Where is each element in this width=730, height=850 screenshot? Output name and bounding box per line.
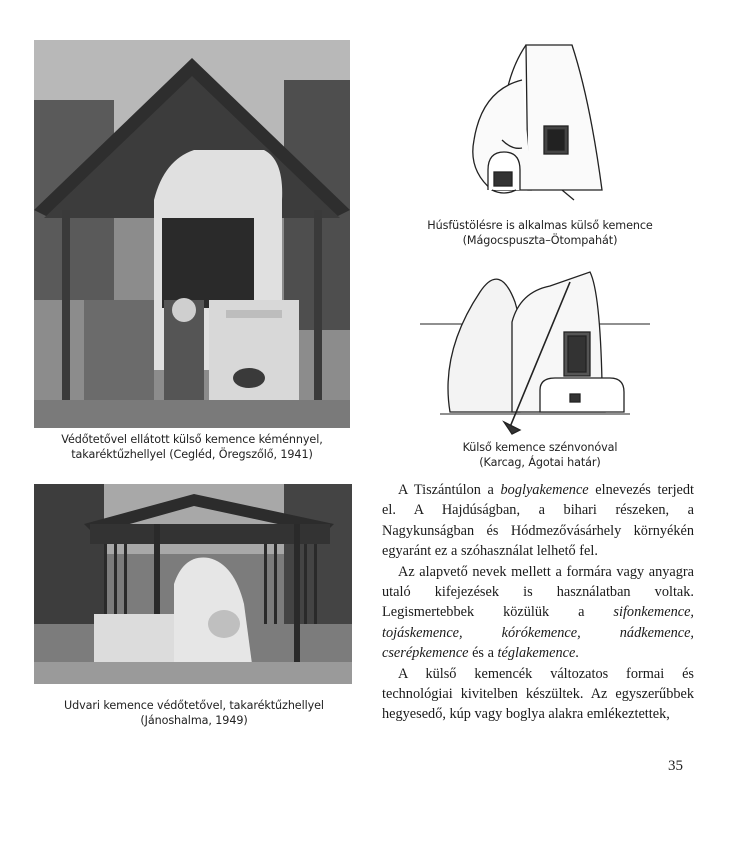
photo2-caption-line2: (Jánoshalma, 1949) (140, 714, 248, 727)
text-run: Az alapvető nevek mellett a formára vagy anyagra utaló kifejezések is használatban voltak. Legismertebbek közülük a (382, 563, 694, 621)
paragraph (382, 480, 694, 562)
drawing1-caption-line1: Húsfüstölésre is alkalmas külső kemence (427, 219, 653, 232)
drawing1-caption-line2: (Mágocspuszta–Ötompahát) (462, 234, 618, 247)
italic-term: boglyakemence (500, 482, 589, 498)
paragraph (382, 664, 694, 725)
page-number: 35 (668, 758, 683, 774)
drawing1-caption (400, 218, 680, 248)
text-run: elnevezés terjedt el. A Hajdúságban, a bihari részeken, a Nagykunságban és Hódmezővásárhely környékén egyaránt ez a szóhasználat lelhető fel. (382, 482, 695, 560)
italic-term: sifonkemence, tojáskemence, kórókemence, nádkemence, cserépkemence (382, 604, 694, 662)
italic-term: téglakemence (497, 645, 576, 662)
drawing2-caption (400, 440, 680, 470)
text-run: A külső kemencék változatos formai és technológiai kivitelben készültek. Az egyszerűbbek hegyesedő, kúp vagy boglya alakra emlékeztettek, (382, 665, 694, 723)
photo-yard-oven-janoshalma (34, 484, 352, 684)
drawing2-caption-line2: (Karcag, Ágotai határ) (479, 456, 601, 469)
body-text (382, 480, 694, 725)
photo1-caption (20, 432, 364, 462)
drawing2-caption-line1: Külső kemence szénvonóval (462, 441, 618, 454)
photo2-caption-line1: Udvari kemence védőtetővel, takaréktűzhellyel (64, 699, 324, 712)
paragraph (382, 562, 694, 664)
text-run: . (575, 645, 579, 662)
photo1-caption-line1: Védőtetővel ellátott külső kemence kéménnyel, (61, 433, 323, 446)
photo1-caption-line2: takaréktűzhellyel (Cegléd, Öregszőlő, 1941) (71, 448, 313, 461)
drawing-oven-with-poker (420, 262, 650, 437)
drawing-smoking-oven (462, 40, 622, 210)
text-run: A Tiszántúlon a (398, 482, 501, 498)
photo-outdoor-oven-with-roof-cegled (34, 40, 350, 428)
text-run: és a (468, 645, 498, 662)
photo2-caption (20, 698, 368, 728)
